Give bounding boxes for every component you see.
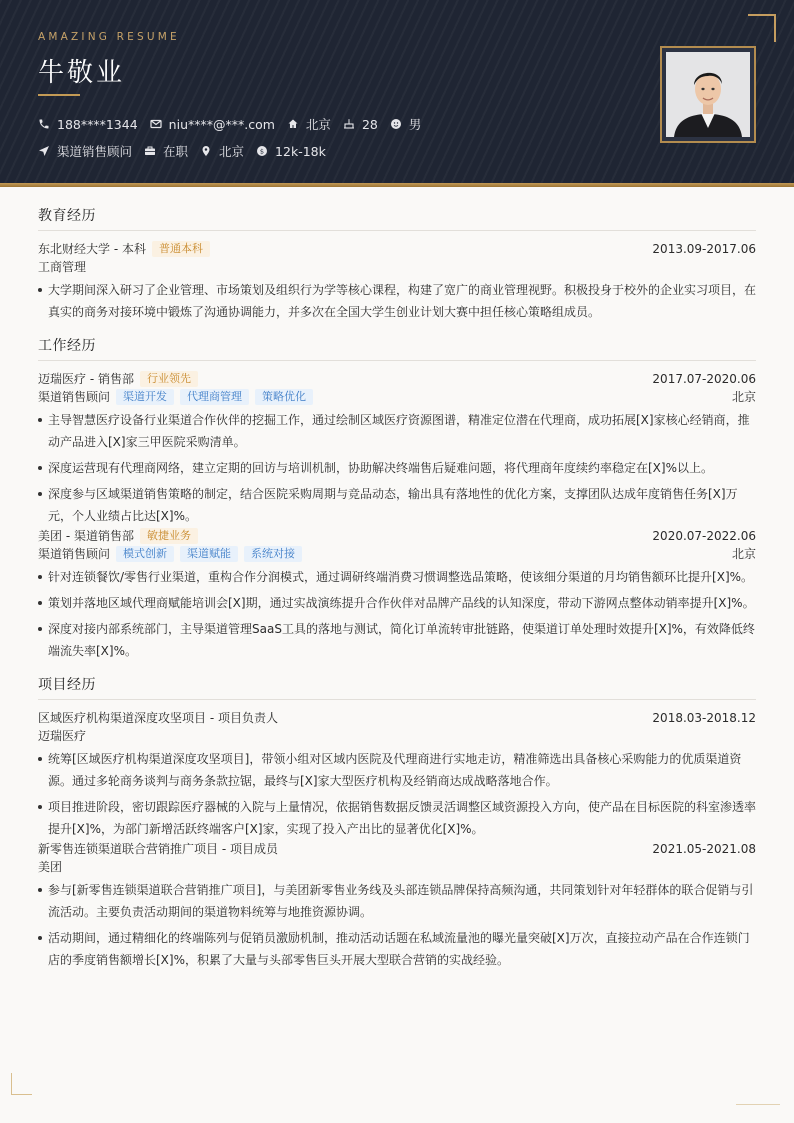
project-bullets — [38, 748, 756, 840]
project-bullet: 活动期间，通过精细化的终端陈列与促销员激励机制，推动活动话题在私域流量池的曝光量突破[X]万次，直接拉动产品在合作连锁门店的季度销售额增长[X]%，积累了大量与头部零售巨头开展大型联合营销的实战经验。 — [38, 927, 756, 971]
corner-decoration-bottom-left — [11, 1073, 32, 1095]
project-bullet: 统筹[区域医疗机构渠道深度攻坚项目]，带领小组对区域内医院及代理商进行实地走访，精准筛选出具备核心采购能力的优质渠道资源。通过多轮商务谈判与商务条款拉锯，最终与[X]家大型医疗机构及经销商达成战略落地合作。 — [38, 748, 756, 792]
role-tag: 渠道赋能 — [180, 546, 238, 562]
work-company: 迈瑞医疗 - 销售部 — [38, 372, 134, 386]
project-date: 2018.03-2018.12 — [652, 711, 756, 725]
education-major: 工商管理 — [38, 260, 87, 274]
education-bullet: 大学期间深入研习了企业管理、市场策划及组织行为学等核心课程，构建了宽广的商业管理视野。积极投身于校外的企业实习项目，在真实的商务对接环境中锻炼了沟通协调能力，并多次在全国大学生创业计划大赛中担任核心策略组成员。 — [38, 279, 756, 323]
profile-photo-frame — [660, 46, 756, 143]
work-bullet: 针对连锁餐饮/零售行业渠道，重构合作分润模式，通过调研终端消费习惯调整选品策略，使该细分渠道的月均销售额环比提升[X]%。 — [38, 566, 756, 588]
work-bullets — [38, 409, 756, 527]
mail-icon — [150, 118, 162, 130]
salary-value: 12k-18k — [275, 143, 326, 159]
name-underline — [38, 94, 80, 96]
position-info — [38, 142, 132, 160]
role-tag: 代理商管理 — [180, 389, 249, 405]
work-location: 北京 — [731, 547, 756, 561]
role-tag: 系统对接 — [244, 546, 302, 562]
email-info — [150, 117, 275, 132]
school-degree: 东北财经大学 - 本科 — [38, 242, 146, 256]
work-date: 2017.07-2020.06 — [652, 372, 756, 386]
project-name-role: 区域医疗机构渠道深度攻坚项目 - 项目负责人 — [38, 711, 278, 725]
location-pin-icon — [200, 145, 212, 157]
city-info — [287, 115, 331, 133]
project-bullet: 参与[新零售连锁渠道联合营销推广项目]，与美团新零售业务线及头部连锁品牌保持高频沟通，共同策划针对年轻群体的联合促销与引流活动。主要负责活动期间的渠道物料统筹与地推资源协调。 — [38, 879, 756, 923]
work-bullet: 深度参与区域渠道销售策略的制定，结合医院采购周期与竞品动态，输出具有落地性的优化方案，支撑团队达成年度销售任务[X]万元，个人业绩占比达[X]%。 — [38, 483, 756, 527]
cake-icon — [343, 118, 355, 130]
send-icon — [38, 145, 50, 157]
work-company: 美团 - 渠道销售部 — [38, 529, 134, 543]
project-entry — [38, 840, 756, 971]
work-role: 渠道销售顾问 — [38, 547, 111, 561]
svg-text:$: $ — [259, 147, 265, 156]
company-tag: 敏捷业务 — [140, 528, 198, 544]
position-value: 渠道销售顾问 — [57, 144, 133, 159]
age-info — [343, 117, 378, 132]
location-value: 北京 — [219, 144, 245, 159]
project-bullets — [38, 879, 756, 971]
location-info — [200, 142, 244, 160]
email-address: niu****@***.com — [168, 116, 275, 132]
briefcase-icon — [144, 145, 156, 157]
work-title: 工作经历 — [38, 335, 756, 361]
role-tag: 渠道开发 — [116, 389, 174, 405]
candidate-name: 牛敬业 — [38, 58, 126, 88]
job-intent-row — [38, 142, 338, 160]
project-date: 2021.05-2021.08 — [652, 842, 756, 856]
salary-info — [256, 144, 326, 159]
project-org: 迈瑞医疗 — [38, 729, 87, 743]
company-tag: 行业领先 — [140, 371, 198, 387]
work-bullets — [38, 566, 756, 662]
education-date: 2013.09-2017.06 — [652, 242, 756, 256]
education-title: 教育经历 — [38, 205, 756, 231]
resume-content — [38, 205, 756, 975]
gender-info — [390, 115, 422, 133]
contact-row — [38, 115, 433, 133]
work-date: 2020.07-2022.06 — [652, 529, 756, 543]
face-icon — [390, 118, 402, 130]
phone-number: 188****1344 — [57, 116, 138, 132]
education-entry — [38, 240, 756, 323]
phone-icon — [38, 118, 50, 130]
project-bullet: 项目推进阶段，密切跟踪医疗器械的入院与上量情况，依据销售数据反馈灵活调整区域资源投入方向，使产品在目标医院的科室渗透率提升[X]%，为部门新增活跃终端客户[X]家，实现了投入产出比的显著优化[X]%。 — [38, 796, 756, 840]
corner-decoration — [748, 14, 776, 42]
phone-info — [38, 117, 138, 132]
education-bullets — [38, 279, 756, 323]
work-entry — [38, 527, 756, 662]
education-section — [38, 205, 756, 323]
project-org: 美团 — [38, 860, 63, 874]
project-name-role: 新零售连锁渠道联合营销推广项目 - 项目成员 — [38, 842, 278, 856]
line-decoration-bottom-right — [736, 1104, 780, 1105]
work-role: 渠道销售顾问 — [38, 390, 111, 404]
work-bullet: 深度对接内部系统部门，主导渠道管理SaaS工具的落地与测试，简化订单流转审批链路，使渠道订单处理时效提升[X]%，有效降低终端流失率[X]%。 — [38, 618, 756, 662]
status-info — [144, 142, 188, 160]
work-location: 北京 — [731, 390, 756, 404]
work-bullet: 主导智慧医疗设备行业渠道合作伙伴的挖掘工作，通过绘制区域医疗资源图谱，精准定位潜在代理商，成功拓展[X]家核心经销商，推动产品进入[X]家三甲医院采购清单。 — [38, 409, 756, 453]
gender-value: 男 — [408, 117, 422, 132]
school-tag: 普通本科 — [152, 241, 210, 257]
work-section — [38, 335, 756, 662]
money-icon — [256, 145, 268, 157]
brand-label: AMAZING RESUME — [38, 31, 180, 43]
city-value: 北京 — [305, 117, 331, 132]
project-title: 项目经历 — [38, 674, 756, 700]
header-gold-line — [0, 183, 794, 187]
work-entry — [38, 370, 756, 527]
profile-photo — [666, 52, 750, 137]
project-entry — [38, 709, 756, 840]
role-tag: 策略优化 — [255, 389, 313, 405]
age-value: 28 — [361, 116, 378, 132]
work-bullet: 深度运营现有代理商网络，建立定期的回访与培训机制，协助解决终端售后疑难问题，将代理商年度续约率稳定在[X]%以上。 — [38, 457, 756, 479]
work-bullet: 策划并落地区域代理商赋能培训会[X]期，通过实战演练提升合作伙伴对品牌产品线的认知深度，带动下游网点整体动销率提升[X]%。 — [38, 592, 756, 614]
status-value: 在职 — [163, 144, 189, 159]
project-section — [38, 674, 756, 971]
role-tag: 模式创新 — [116, 546, 174, 562]
home-icon — [287, 118, 299, 130]
